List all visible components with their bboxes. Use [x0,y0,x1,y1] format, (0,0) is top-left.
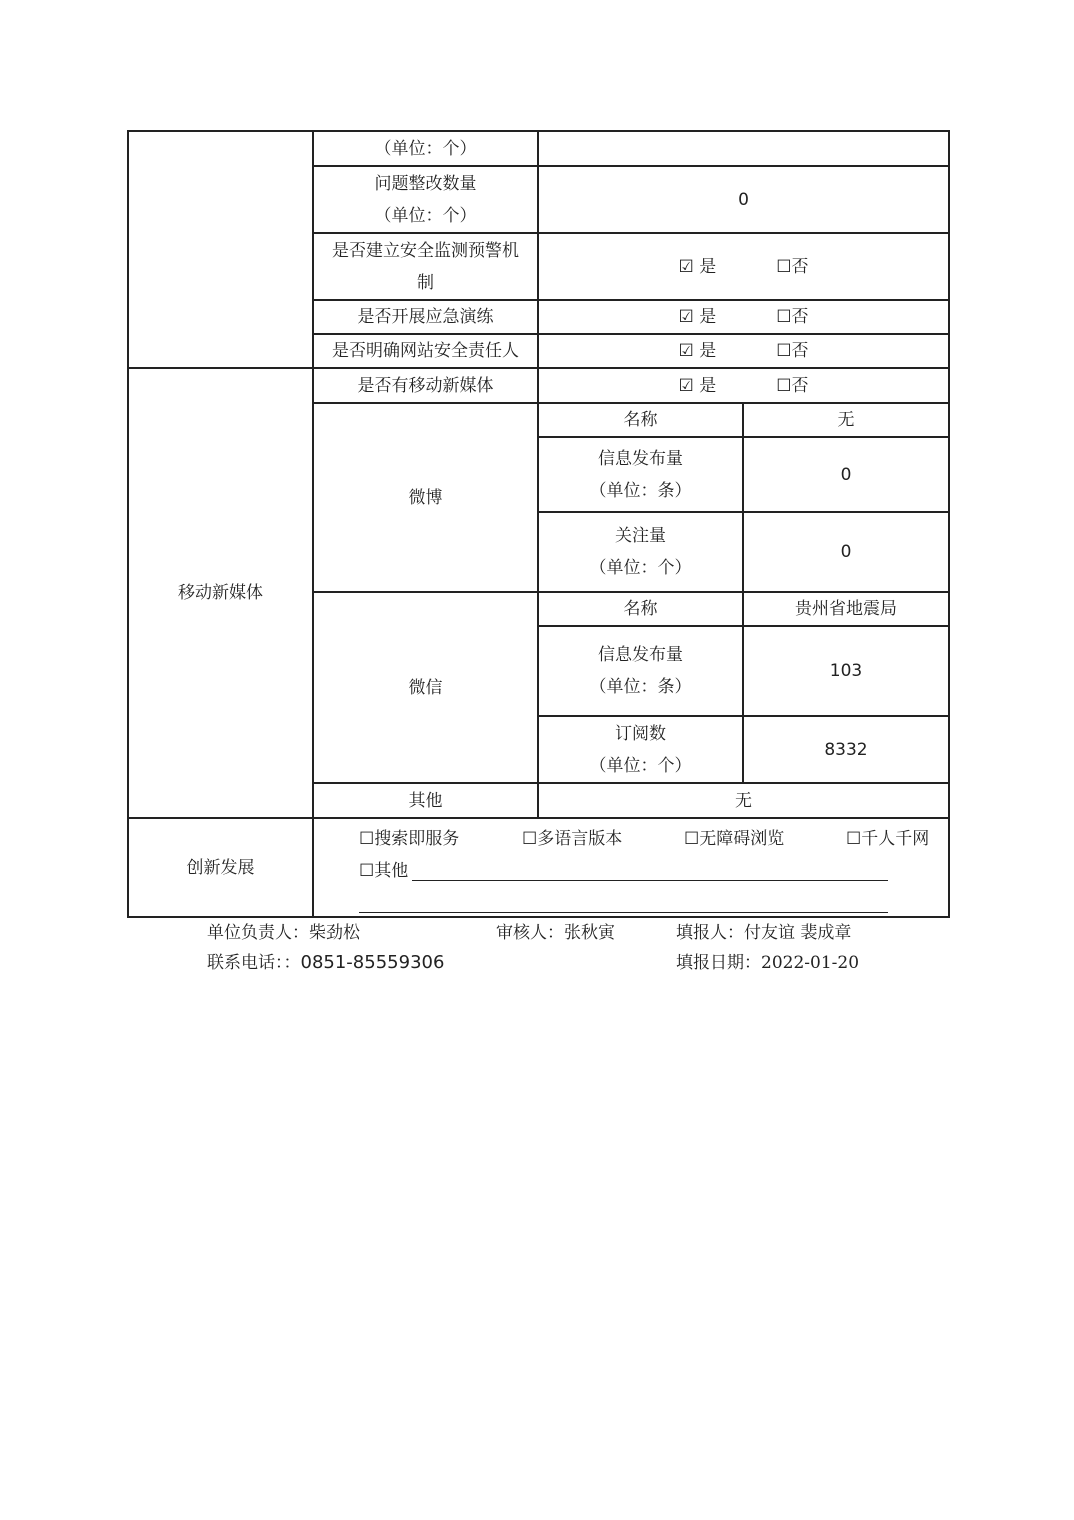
weibo-followers-label [538,512,743,592]
rectify-value: 0 [538,166,949,233]
innovation-options [313,818,949,917]
unit-partial-value [538,131,949,166]
weibo-followers-value: 0 [743,512,949,592]
phone-row [207,948,444,973]
weibo-name-label: 名称 [538,403,743,437]
wechat-name-label: 名称 [538,592,743,626]
wechat-posts-value: 103 [743,626,949,716]
other-media-value: 无 [538,783,949,818]
monitor-no-checkbox[interactable]: ☐否 [776,256,809,277]
weibo-label: 微博 [313,403,538,592]
report-table [127,130,950,918]
weibo-posts-label [538,437,743,512]
monitor-label-line2: 制 [417,272,434,293]
unit-partial-label: （单位：个） [313,131,538,166]
has-media-label: 是否有移动新媒体 [313,368,538,403]
responsible-no-checkbox[interactable]: ☐否 [776,341,809,361]
drill-yes-checkbox[interactable]: ☑ 是 [678,307,717,327]
rectify-label [313,166,538,233]
weibo-followers-line2: （单位：个） [589,558,692,578]
drill-label: 是否开展应急演练 [313,300,538,334]
weibo-posts-line1: 信息发布量 [598,448,683,469]
rectify-label-line2: （单位：个） [374,205,477,226]
phone-label: 联系电话：： [207,953,301,973]
innovation-section-label: 创新发展 [128,818,313,917]
has-media-options [538,368,949,403]
monitor-options [538,233,949,300]
wechat-posts-label [538,626,743,716]
wechat-name-value: 贵州省地震局 [743,592,949,626]
monitor-label [313,233,538,300]
option-accessibility[interactable]: ☐无障碍浏览 [684,829,785,849]
responsible-yes-checkbox[interactable]: ☑ 是 [678,341,717,361]
wechat-posts-line1: 信息发布量 [598,645,683,665]
security-section-label [128,131,313,368]
option-personalized[interactable]: ☐千人千网 [846,829,930,849]
fill-date: 填报日期：2022-01-20 [676,953,860,973]
weibo-followers-line1: 关注量 [615,526,666,546]
unit-head: 单位负责人：柴劲松 [207,923,360,943]
monitor-label-line1: 是否建立安全监测预警机 [332,240,519,261]
drill-options [538,300,949,334]
reviewer: 审核人：张秋寅 [496,923,615,943]
option-search-service[interactable]: ☐搜索即服务 [359,829,460,849]
other-fill-line-1[interactable] [412,880,888,881]
monitor-yes-checkbox[interactable]: ☑ 是 [678,256,717,277]
phone-value: 0851-85559306 [300,952,445,973]
responsible-label: 是否明确网站安全责任人 [313,334,538,368]
option-other[interactable]: ☐其他 [359,861,409,881]
drill-no-checkbox[interactable]: ☐否 [776,307,809,327]
responsible-options [538,334,949,368]
rectify-label-line1: 问题整改数量 [374,173,477,194]
other-media-label: 其他 [313,783,538,818]
wechat-subs-line1: 订阅数 [615,723,666,744]
weibo-posts-value: 0 [743,437,949,512]
weibo-posts-line2: （单位：条） [589,480,692,501]
has-media-no-checkbox[interactable]: ☐否 [776,375,809,396]
wechat-posts-line2: （单位：条） [589,677,692,697]
mobile-section-label: 移动新媒体 [128,368,313,818]
other-fill-line-2[interactable] [359,912,888,913]
filler: 填报人：付友谊 裴成章 [676,923,852,943]
wechat-subs-value: 8332 [743,716,949,783]
has-media-yes-checkbox[interactable]: ☑ 是 [678,375,717,396]
wechat-subs-line2: （单位：个） [589,755,692,776]
option-multilingual[interactable]: ☐多语言版本 [522,829,623,849]
wechat-label: 微信 [313,592,538,783]
weibo-name-value: 无 [743,403,949,437]
wechat-subs-label [538,716,743,783]
